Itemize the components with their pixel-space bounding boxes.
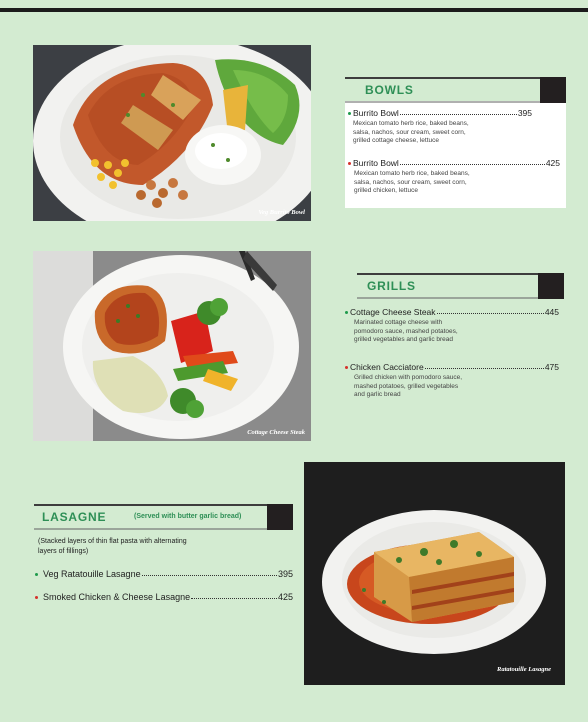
veg-marker-icon [345, 311, 348, 314]
item-price: 445 [544, 307, 559, 317]
nonveg-marker-icon [35, 596, 38, 599]
nonveg-marker-icon [348, 162, 351, 165]
burrito-bowl-illustration [33, 45, 311, 221]
menu-item [345, 362, 559, 400]
steak-illustration [33, 251, 311, 441]
item-name: Veg Ratatouille Lasagne [43, 569, 141, 579]
grills-title: GRILLS [367, 279, 416, 293]
item-price: 395 [517, 108, 532, 118]
menu-item [345, 307, 559, 345]
lasagne-header-block [267, 504, 293, 530]
top-border [0, 8, 588, 12]
lasagne-illustration [304, 462, 565, 685]
item-desc-line: salsa, nachos, sour cream, sweet corn, [353, 128, 466, 136]
item-desc-line: grilled vegetables and garlic bread [354, 336, 454, 343]
item-desc-line: and garlic bread [354, 391, 401, 398]
item-desc-line: Mexican tomato herb rice, baked beans, [354, 170, 470, 177]
veg-marker-icon [35, 573, 38, 576]
dot-leader [400, 114, 517, 115]
item-name: Smoked Chicken & Cheese Lasagne [43, 592, 191, 602]
dot-leader [142, 575, 277, 576]
lasagne-caption: Ratatouille Lasagne [497, 666, 551, 673]
menu-item [35, 569, 293, 579]
lasagne-header [34, 504, 293, 530]
nonveg-marker-icon [345, 366, 348, 369]
item-desc-line: mashed potatoes, grilled vegetables [354, 382, 459, 390]
ratatouille-lasagne-photo [304, 462, 565, 685]
item-price: 425 [277, 592, 293, 602]
note-line: layers of fillings) [38, 548, 89, 555]
veg-marker-icon [348, 112, 351, 115]
menu-item [348, 158, 560, 196]
lasagne-title: LASAGNE [42, 510, 107, 524]
cottage-cheese-steak-photo [33, 251, 311, 441]
menu-item [35, 592, 293, 602]
bowls-title: BOWLS [365, 83, 414, 97]
bowls-header [345, 77, 566, 103]
lasagne-subtitle: (Served with butter garlic bread) [134, 513, 242, 520]
item-name: Cottage Cheese Steak [350, 307, 436, 317]
item-name: Chicken Cacciatore [350, 362, 424, 372]
grills-header [357, 273, 564, 299]
dot-leader [191, 598, 277, 599]
item-price: 395 [277, 569, 293, 579]
item-desc-line: pomodoro sauce, mashed potatoes, [354, 327, 458, 335]
item-desc-line: Marinated cottage cheese with [354, 319, 443, 326]
lasagne-note [38, 537, 187, 557]
item-desc-line: Grilled chicken with pomodoro sauce, [354, 374, 463, 381]
item-desc-line: grilled chicken, lettuce [354, 187, 418, 194]
item-desc-line: salsa, nachos, sour cream, sweet corn, [354, 178, 467, 186]
item-desc-line: Mexican tomato herb rice, baked beans, [353, 120, 469, 127]
item-price: 425 [545, 158, 560, 168]
item-price: 475 [544, 362, 559, 372]
item-desc-line: grilled cottage cheese, lettuce [353, 137, 439, 144]
dot-leader [425, 368, 544, 369]
steak-caption: Cottage Cheese Steak [247, 429, 305, 436]
item-name: Burrito Bowl [353, 108, 399, 118]
item-name: Burrito Bowl [353, 158, 399, 168]
menu-item [348, 108, 532, 146]
burrito-bowl-photo [33, 45, 311, 221]
burrito-bowl-caption: Veg Burrito Bowl [258, 209, 305, 216]
bowls-header-block [540, 77, 566, 103]
dot-leader [400, 164, 545, 165]
dot-leader [437, 313, 544, 314]
grills-header-block [538, 273, 564, 299]
note-line: (Stacked layers of thin flat pasta with alternating [38, 538, 187, 545]
